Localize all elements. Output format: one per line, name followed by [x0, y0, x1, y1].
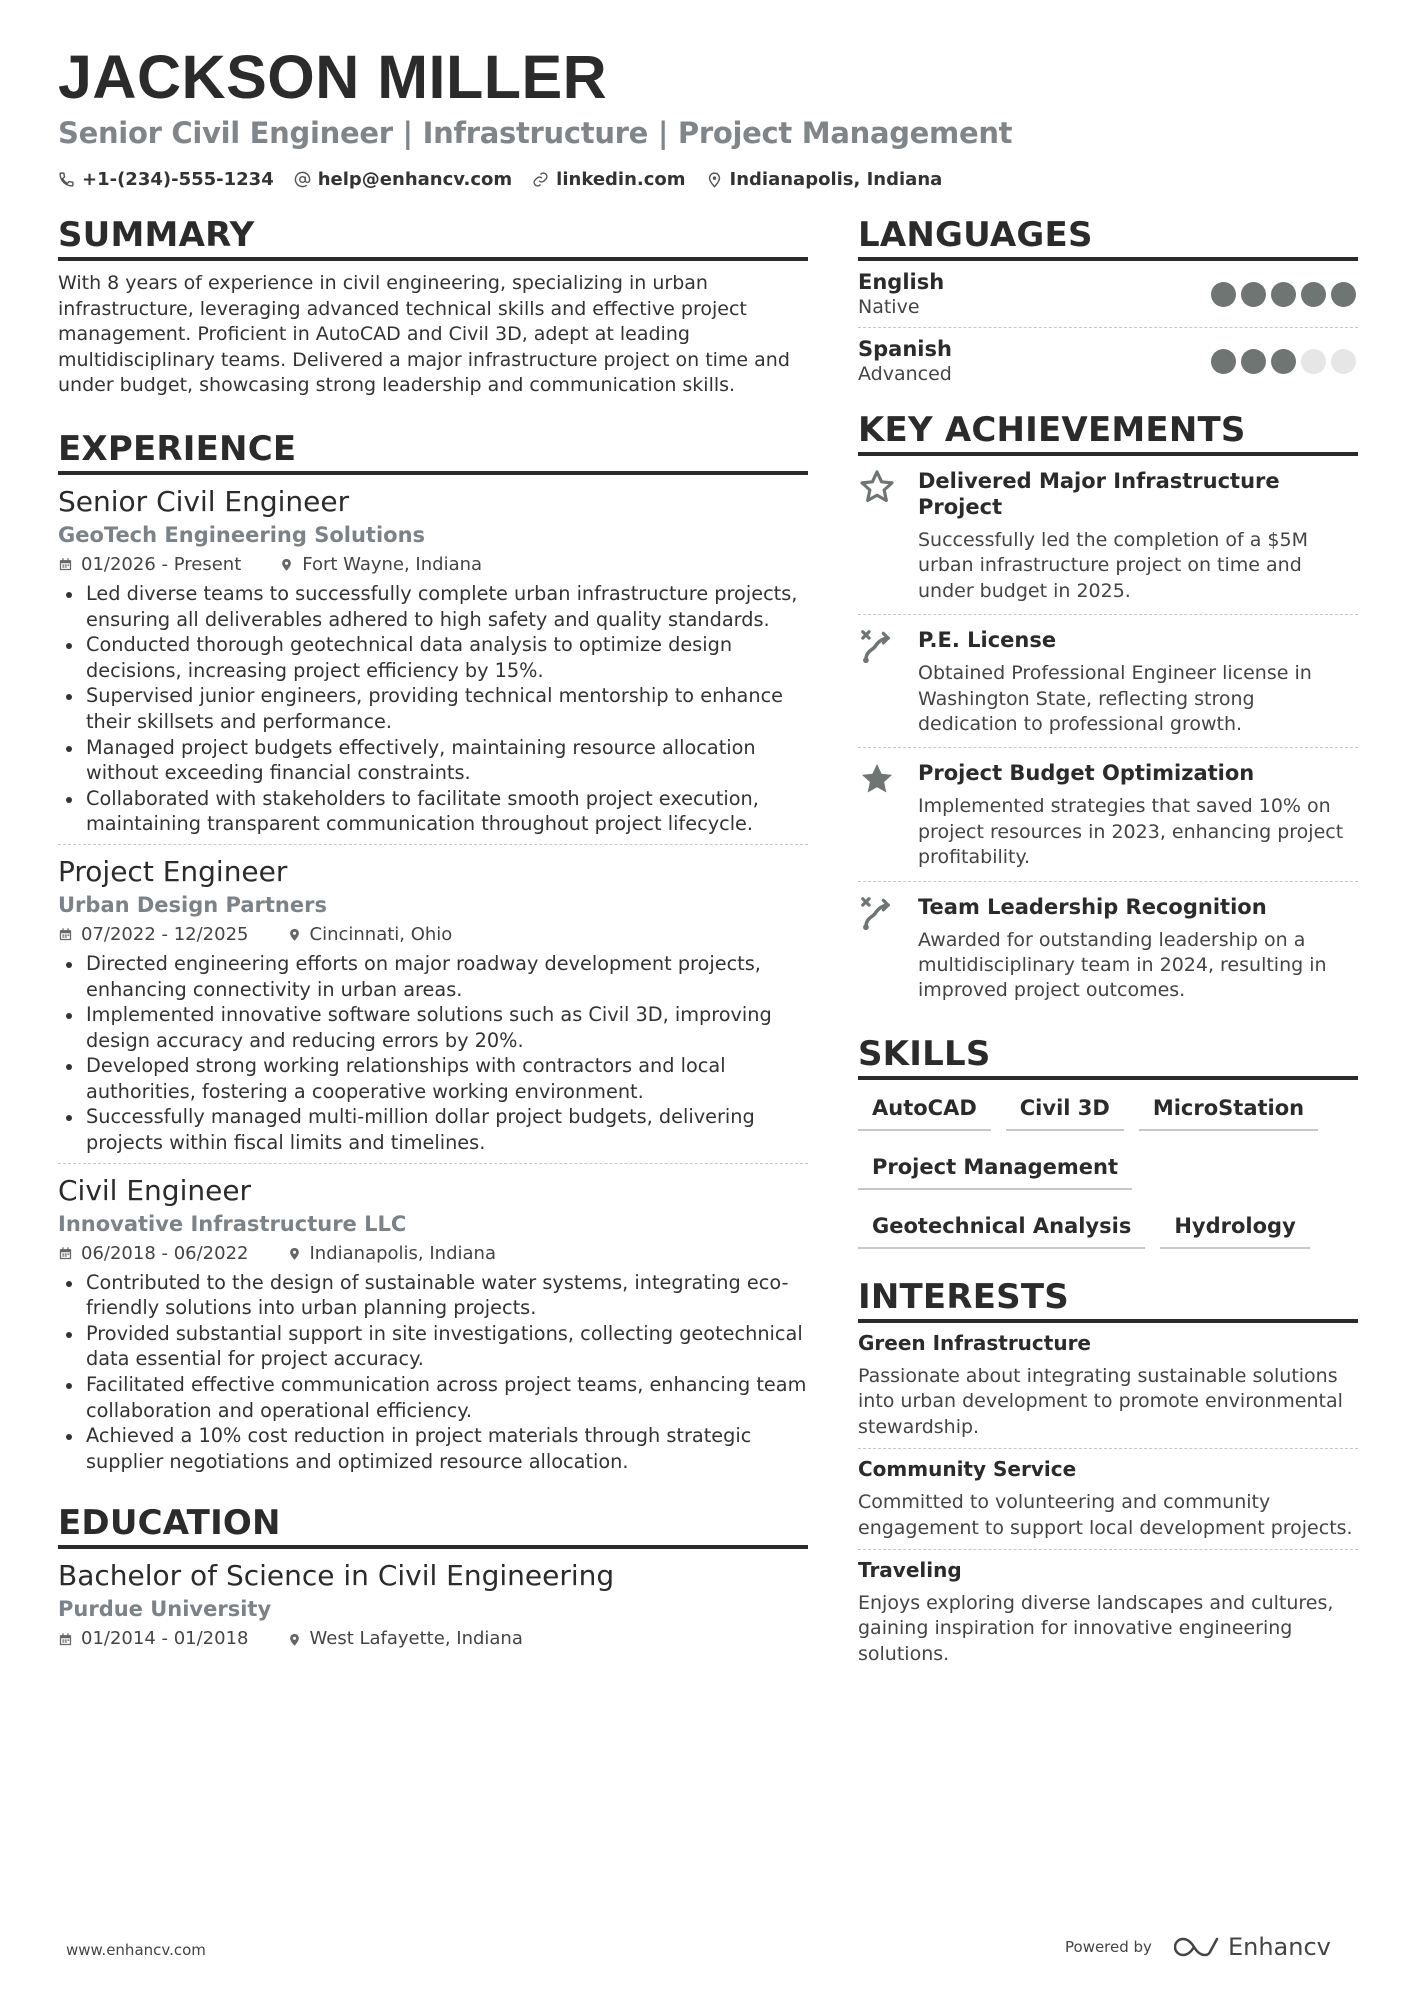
star-outline-icon: [858, 468, 896, 506]
job-list: [58, 475, 808, 1481]
achievement-title: Delivered Major Infrastructure Project: [918, 469, 1280, 519]
achievements-title: KEY ACHIEVEMENTS: [858, 410, 1358, 456]
rating-dot-filled: [1271, 282, 1296, 307]
location-text: Indianapolis, Indiana: [729, 169, 943, 190]
candidate-name: JACKSON MILLER: [58, 43, 608, 111]
job-bullets: [58, 581, 808, 837]
interest-title: Community Service: [858, 1457, 1077, 1482]
job-bullet: Collaborated with stakeholders to facilitate smooth project execution, maintaining transparent communication throughout project lifecycle.: [58, 786, 808, 837]
interest-item: [858, 1323, 1358, 1449]
job-dates: 06/2018 - 06/2022: [81, 1242, 249, 1264]
job-bullets: [58, 1270, 808, 1475]
summary-title: SUMMARY: [58, 215, 808, 261]
achievement-title: P.E. License: [918, 628, 1057, 653]
education-entry: [58, 1549, 808, 1658]
contact-phone[interactable]: [58, 169, 274, 190]
achievement-item: [858, 882, 1358, 1014]
achievements-section: [858, 410, 1358, 1014]
link-icon: [532, 171, 549, 188]
language-level: Native: [858, 296, 920, 318]
location-pin-icon: [287, 1246, 302, 1261]
language-item: [858, 261, 1358, 328]
job-location: Fort Wayne, Indiana: [302, 553, 483, 575]
experience-section: [58, 429, 808, 1481]
job-bullet: Achieved a 10% cost reduction in project materials through strategic supplier negotiations and optimized resource allocation.: [58, 1423, 808, 1474]
job-title: Civil Engineer: [58, 1173, 252, 1207]
interest-desc: Committed to volunteering and community engagement to support local development projects.: [858, 1491, 1353, 1539]
skill-tag: Project Management: [858, 1151, 1132, 1190]
language-name: English: [858, 270, 945, 294]
job-company: Urban Design Partners: [58, 892, 327, 917]
contact-email[interactable]: [294, 169, 512, 190]
achievement-title: Project Budget Optimization: [918, 761, 1255, 786]
job-meta: [58, 923, 808, 947]
language-list: [858, 261, 1358, 394]
calendar-icon: [58, 927, 73, 942]
job-meta: [58, 1242, 808, 1266]
job-bullets: [58, 951, 808, 1156]
education-dates: 01/2014 - 01/2018: [81, 1628, 249, 1650]
rating-dot-empty: [1331, 349, 1356, 374]
job-bullet: Contributed to the design of sustainable water systems, integrating eco-friendly solutions into urban planning projects.: [58, 1270, 808, 1321]
contact-bar: [58, 169, 942, 190]
linkedin-text: linkedin.com: [556, 169, 686, 190]
achievement-icon-wrap: [858, 468, 918, 604]
achievement-body: [918, 627, 1358, 737]
skill-list: [858, 1092, 1358, 1249]
job-bullet: Facilitated effective communication across project teams, enhancing team collaboration and operational efficiency.: [58, 1372, 808, 1423]
interests-section: [858, 1277, 1358, 1675]
job-bullet: Supervised junior engineers, providing technical mentorship to enhance their skillsets and performance.: [58, 683, 808, 734]
interest-item: [858, 1550, 1358, 1675]
summary-section: [58, 215, 808, 399]
skill-tag: Civil 3D: [1006, 1092, 1124, 1131]
job-meta: [58, 553, 808, 577]
job-bullet: Conducted thorough geotechnical data analysis to optimize design decisions, increasing project efficiency by 15%.: [58, 632, 808, 683]
job-entry: [58, 475, 808, 845]
skills-section: [858, 1034, 1358, 1249]
achievement-item: [858, 748, 1358, 881]
interests-title: INTERESTS: [858, 1277, 1358, 1323]
education-section: [58, 1503, 808, 1658]
language-info: [858, 336, 952, 387]
rating-dot-filled: [1211, 282, 1236, 307]
job-bullet: Implemented innovative software solutions such as Civil 3D, improving design accuracy and reducing errors by 20%.: [58, 1002, 808, 1053]
achievement-icon-wrap: [858, 894, 918, 1004]
rating-dot-filled: [1301, 282, 1326, 307]
location-pin-icon: [279, 557, 294, 572]
job-company: Innovative Infrastructure LLC: [58, 1211, 407, 1236]
achievement-body: [918, 760, 1358, 870]
phone-icon: [58, 171, 75, 188]
degree: Bachelor of Science in Civil Engineering: [58, 1559, 615, 1593]
achievement-icon-wrap: [858, 760, 918, 870]
brand-logo[interactable]: [1174, 1933, 1331, 1961]
job-bullet: Successfully managed multi-million dollar project budgets, delivering projects within fiscal limits and timelines.: [58, 1104, 808, 1155]
route-icon: [858, 627, 896, 665]
powered-by-label: Powered by: [1065, 1938, 1152, 1956]
location-pin-icon: [287, 927, 302, 942]
job-bullet: Directed engineering efforts on major roadway development projects, enhancing connectivity in urban areas.: [58, 951, 808, 1002]
achievement-item: [858, 615, 1358, 748]
job-bullet: Developed strong working relationships with contractors and local authorities, fostering a cooperative working environment.: [58, 1053, 808, 1104]
achievement-icon-wrap: [858, 627, 918, 737]
right-column: [858, 215, 1358, 1675]
job-dates: 07/2022 - 12/2025: [81, 923, 249, 945]
calendar-icon: [58, 1246, 73, 1261]
rating-dot-filled: [1211, 349, 1236, 374]
location-pin-icon: [287, 1632, 302, 1647]
headline: Senior Civil Engineer | Infrastructure | Project Management: [58, 116, 1013, 150]
interest-desc: Enjoys exploring diverse landscapes and cultures, gaining inspiration for innovative engineering solutions.: [858, 1591, 1334, 1665]
contact-linkedin[interactable]: [532, 169, 685, 190]
achievement-body: [918, 894, 1358, 1004]
skill-tag: MicroStation: [1139, 1092, 1318, 1131]
language-rating: [1211, 282, 1356, 307]
achievement-desc: Awarded for outstanding leadership on a multidisciplinary team in 2024, resulting in improved project outcomes.: [918, 928, 1327, 1002]
achievement-item: [858, 456, 1358, 615]
skill-tag: Geotechnical Analysis: [858, 1210, 1145, 1249]
calendar-icon: [58, 557, 73, 572]
job-bullet: Led diverse teams to successfully complete urban infrastructure projects, ensuring all deliverables adhered to high safety and quality standards.: [58, 581, 808, 632]
left-column: [58, 215, 808, 1658]
education-meta: [58, 1627, 808, 1651]
rating-dot-empty: [1301, 349, 1326, 374]
contact-location: [706, 169, 943, 190]
rating-dot-filled: [1241, 282, 1266, 307]
languages-title: LANGUAGES: [858, 215, 1358, 261]
route-icon: [858, 894, 896, 932]
language-level: Advanced: [858, 363, 952, 385]
job-title: Senior Civil Engineer: [58, 484, 350, 518]
job-bullet: Provided substantial support in site investigations, collecting geotechnical data essential for project accuracy.: [58, 1321, 808, 1372]
language-info: [858, 269, 944, 320]
achievement-desc: Obtained Professional Engineer license in Washington State, reflecting strong dedication to professional growth.: [918, 662, 1312, 736]
achievement-desc: Successfully led the completion of a $5M urban infrastructure project on time and under budget in 2025.: [918, 529, 1308, 602]
brand-name: Enhancv: [1227, 1933, 1331, 1961]
job-bullet: Managed project budgets effectively, maintaining resource allocation without exceeding financial constraints.: [58, 735, 808, 786]
job-dates: 01/2026 - Present: [81, 553, 242, 575]
skills-title: SKILLS: [858, 1034, 1358, 1080]
school: Purdue University: [58, 1597, 272, 1622]
phone-text: +1-(234)-555-1234: [82, 169, 274, 190]
location-pin-icon: [706, 171, 723, 188]
at-icon: [294, 171, 311, 188]
rating-dot-filled: [1331, 282, 1356, 307]
job-company: GeoTech Engineering Solutions: [58, 522, 426, 547]
skill-tag: Hydrology: [1160, 1210, 1309, 1249]
experience-title: EXPERIENCE: [58, 429, 808, 475]
language-name: Spanish: [858, 337, 952, 361]
interest-desc: Passionate about integrating sustainable solutions into urban development to promote environmental stewardship.: [858, 1364, 1343, 1438]
job-title: Project Engineer: [58, 854, 288, 888]
job-entry: [58, 1164, 808, 1482]
education-title: EDUCATION: [58, 1503, 808, 1549]
job-location: Cincinnati, Ohio: [309, 923, 453, 945]
interest-title: Traveling: [858, 1557, 962, 1582]
achievement-body: [918, 468, 1358, 604]
skill-tag: AutoCAD: [858, 1092, 991, 1131]
job-entry: [58, 845, 808, 1164]
interest-title: Green Infrastructure: [858, 1330, 1091, 1355]
footer-website[interactable]: www.enhancv.com: [66, 1941, 206, 1959]
enhancv-logo-icon: [1174, 1935, 1220, 1959]
footer-branding: [1065, 1933, 1331, 1961]
education-location: West Lafayette, Indiana: [309, 1628, 523, 1650]
rating-dot-filled: [1271, 349, 1296, 374]
email-text: help@enhancv.com: [317, 169, 513, 190]
achievement-list: [858, 456, 1358, 1014]
summary-text: With 8 years of experience in civil engineering, specializing in urban infrastructure, leveraging advanced technical skills and effective project management. Proficient in AutoCAD and Civil 3D, adept at leading multidisciplinary teams. Delivered a major infrastructure project on time and under budget, showcasing strong leadership and communication skills.: [58, 272, 790, 397]
achievement-title: Team Leadership Recognition: [918, 894, 1267, 919]
interest-list: [858, 1323, 1358, 1675]
achievement-desc: Implemented strategies that saved 10% on project resources in 2023, enhancing project profitability.: [918, 795, 1344, 869]
calendar-icon: [58, 1632, 73, 1647]
languages-section: [858, 215, 1358, 394]
rating-dot-filled: [1241, 349, 1266, 374]
star-filled-icon: [858, 760, 896, 798]
language-rating: [1211, 349, 1356, 374]
language-item: [858, 328, 1358, 394]
job-location: Indianapolis, Indiana: [309, 1242, 496, 1264]
interest-item: [858, 1449, 1358, 1550]
